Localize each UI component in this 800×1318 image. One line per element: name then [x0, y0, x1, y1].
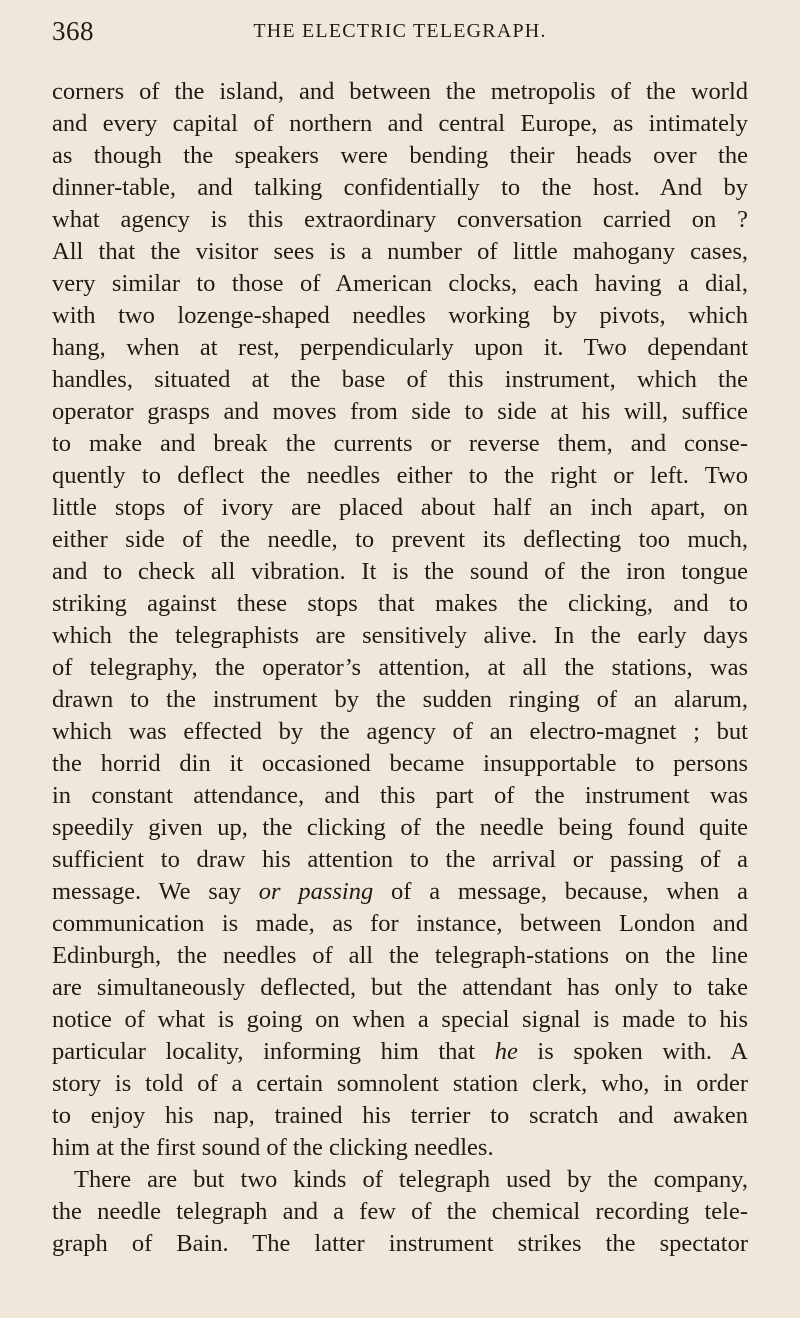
- text-line: [52, 652, 748, 684]
- running-head: [52, 16, 748, 56]
- text-segment: quently to deflect the needles either to the right or left. Two: [52, 462, 748, 489]
- text-line: [52, 748, 748, 780]
- text-segment: striking against these stops that makes the clicking, and to: [52, 590, 748, 617]
- text-segment: are simultaneously deflected, but the attendant has only to take: [52, 974, 748, 1001]
- text-segment: sufficient to draw his attention to the arrival or passing of a: [52, 846, 748, 873]
- text-line: [52, 716, 748, 748]
- text-segment: hang, when at rest, perpendicularly upon it. Two dependant: [52, 334, 748, 361]
- text-segment: what agency is this extraordinary conversation carried on ?: [52, 206, 748, 233]
- text-segment: corners of the island, and between the metropolis of the world: [52, 78, 748, 105]
- text-line: [52, 396, 748, 428]
- text-line: [52, 236, 748, 268]
- page-number: 368: [52, 16, 94, 46]
- italic-text: he: [494, 1038, 518, 1065]
- text-line: [52, 908, 748, 940]
- text-line: [52, 1068, 748, 1100]
- text-line: [52, 76, 748, 108]
- text-line: [52, 1196, 748, 1228]
- text-line: [52, 108, 748, 140]
- text-segment: speedily given up, the clicking of the needle being found quite: [52, 814, 748, 841]
- text-line: [52, 428, 748, 460]
- text-line: [52, 1004, 748, 1036]
- text-segment: story is told of a certain somnolent station clerk, who, in order: [52, 1070, 748, 1097]
- text-line: [52, 172, 748, 204]
- text-line: [52, 940, 748, 972]
- text-line: [52, 556, 748, 588]
- text-line: [52, 1132, 748, 1164]
- text-line: [52, 364, 748, 396]
- text-line: [52, 524, 748, 556]
- text-segment: handles, situated at the base of this instrument, which the: [52, 366, 748, 393]
- text-line: [52, 1036, 748, 1068]
- text-line: [52, 1100, 748, 1132]
- italic-text: or passing: [258, 878, 374, 905]
- text-segment: dinner-table, and talking confidentially to the host. And by: [52, 174, 748, 201]
- text-segment: Edinburgh, the needles of all the telegraph-stations on the line: [52, 942, 748, 969]
- text-segment: message. We say: [52, 878, 259, 905]
- text-segment: and every capital of northern and central Europe, as intimately: [52, 110, 748, 137]
- text-segment: operator grasps and moves from side to side at his will, suffice: [52, 398, 748, 425]
- body-text: [52, 76, 748, 1260]
- running-title: THE ELECTRIC TELEGRAPH.: [253, 20, 547, 42]
- text-segment: the needle telegraph and a few of the chemical recording tele-: [52, 1198, 748, 1225]
- text-line: [52, 332, 748, 364]
- text-line: [52, 844, 748, 876]
- text-segment: to make and break the currents or reverse them, and conse-: [52, 430, 748, 457]
- text-line: [52, 780, 748, 812]
- text-segment: There are but two kinds of telegraph used by the company,: [74, 1166, 748, 1193]
- text-segment: All that the visitor sees is a number of little mahogany cases,: [52, 238, 748, 265]
- text-segment: particular locality, informing him that: [52, 1038, 495, 1065]
- text-line: [52, 300, 748, 332]
- text-line: [52, 588, 748, 620]
- text-segment: drawn to the instrument by the sudden ringing of an alarum,: [52, 686, 748, 713]
- text-segment: and to check all vibration. It is the sound of the iron tongue: [52, 558, 748, 585]
- text-line: [52, 140, 748, 172]
- text-line: [52, 684, 748, 716]
- text-segment: the horrid din it occasioned became insupportable to persons: [52, 750, 748, 777]
- text-line: [52, 812, 748, 844]
- text-segment: either side of the needle, to prevent its deflecting too much,: [52, 526, 748, 553]
- text-segment: him at the first sound of the clicking needles.: [52, 1134, 494, 1161]
- text-line: [52, 460, 748, 492]
- text-segment: to enjoy his nap, trained his terrier to scratch and awaken: [52, 1102, 748, 1129]
- text-line: [52, 876, 748, 908]
- text-line: [52, 620, 748, 652]
- text-line: [52, 204, 748, 236]
- text-segment: with two lozenge-shaped needles working by pivots, which: [52, 302, 748, 329]
- text-line: [52, 492, 748, 524]
- text-segment: is spoken with. A: [517, 1038, 748, 1065]
- text-line: [52, 1164, 748, 1196]
- text-segment: which was effected by the agency of an electro-magnet ; but: [52, 718, 748, 745]
- text-segment: notice of what is going on when a special signal is made to his: [52, 1006, 748, 1033]
- text-line: [52, 972, 748, 1004]
- text-segment: of telegraphy, the operator’s attention, at all the stations, was: [52, 654, 748, 681]
- text-line: [52, 268, 748, 300]
- text-segment: little stops of ivory are placed about half an inch apart, on: [52, 494, 748, 521]
- text-line: [52, 1228, 748, 1260]
- text-segment: which the telegraphists are sensitively alive. In the early days: [52, 622, 748, 649]
- text-segment: in constant attendance, and this part of the instrument was: [52, 782, 748, 809]
- text-segment: as though the speakers were bending their heads over the: [52, 142, 748, 169]
- text-segment: communication is made, as for instance, between London and: [52, 910, 748, 937]
- text-segment: of a message, because, when a: [373, 878, 748, 905]
- text-segment: graph of Bain. The latter instrument strikes the spectator: [52, 1230, 748, 1257]
- text-segment: very similar to those of American clocks, each having a dial,: [52, 270, 748, 297]
